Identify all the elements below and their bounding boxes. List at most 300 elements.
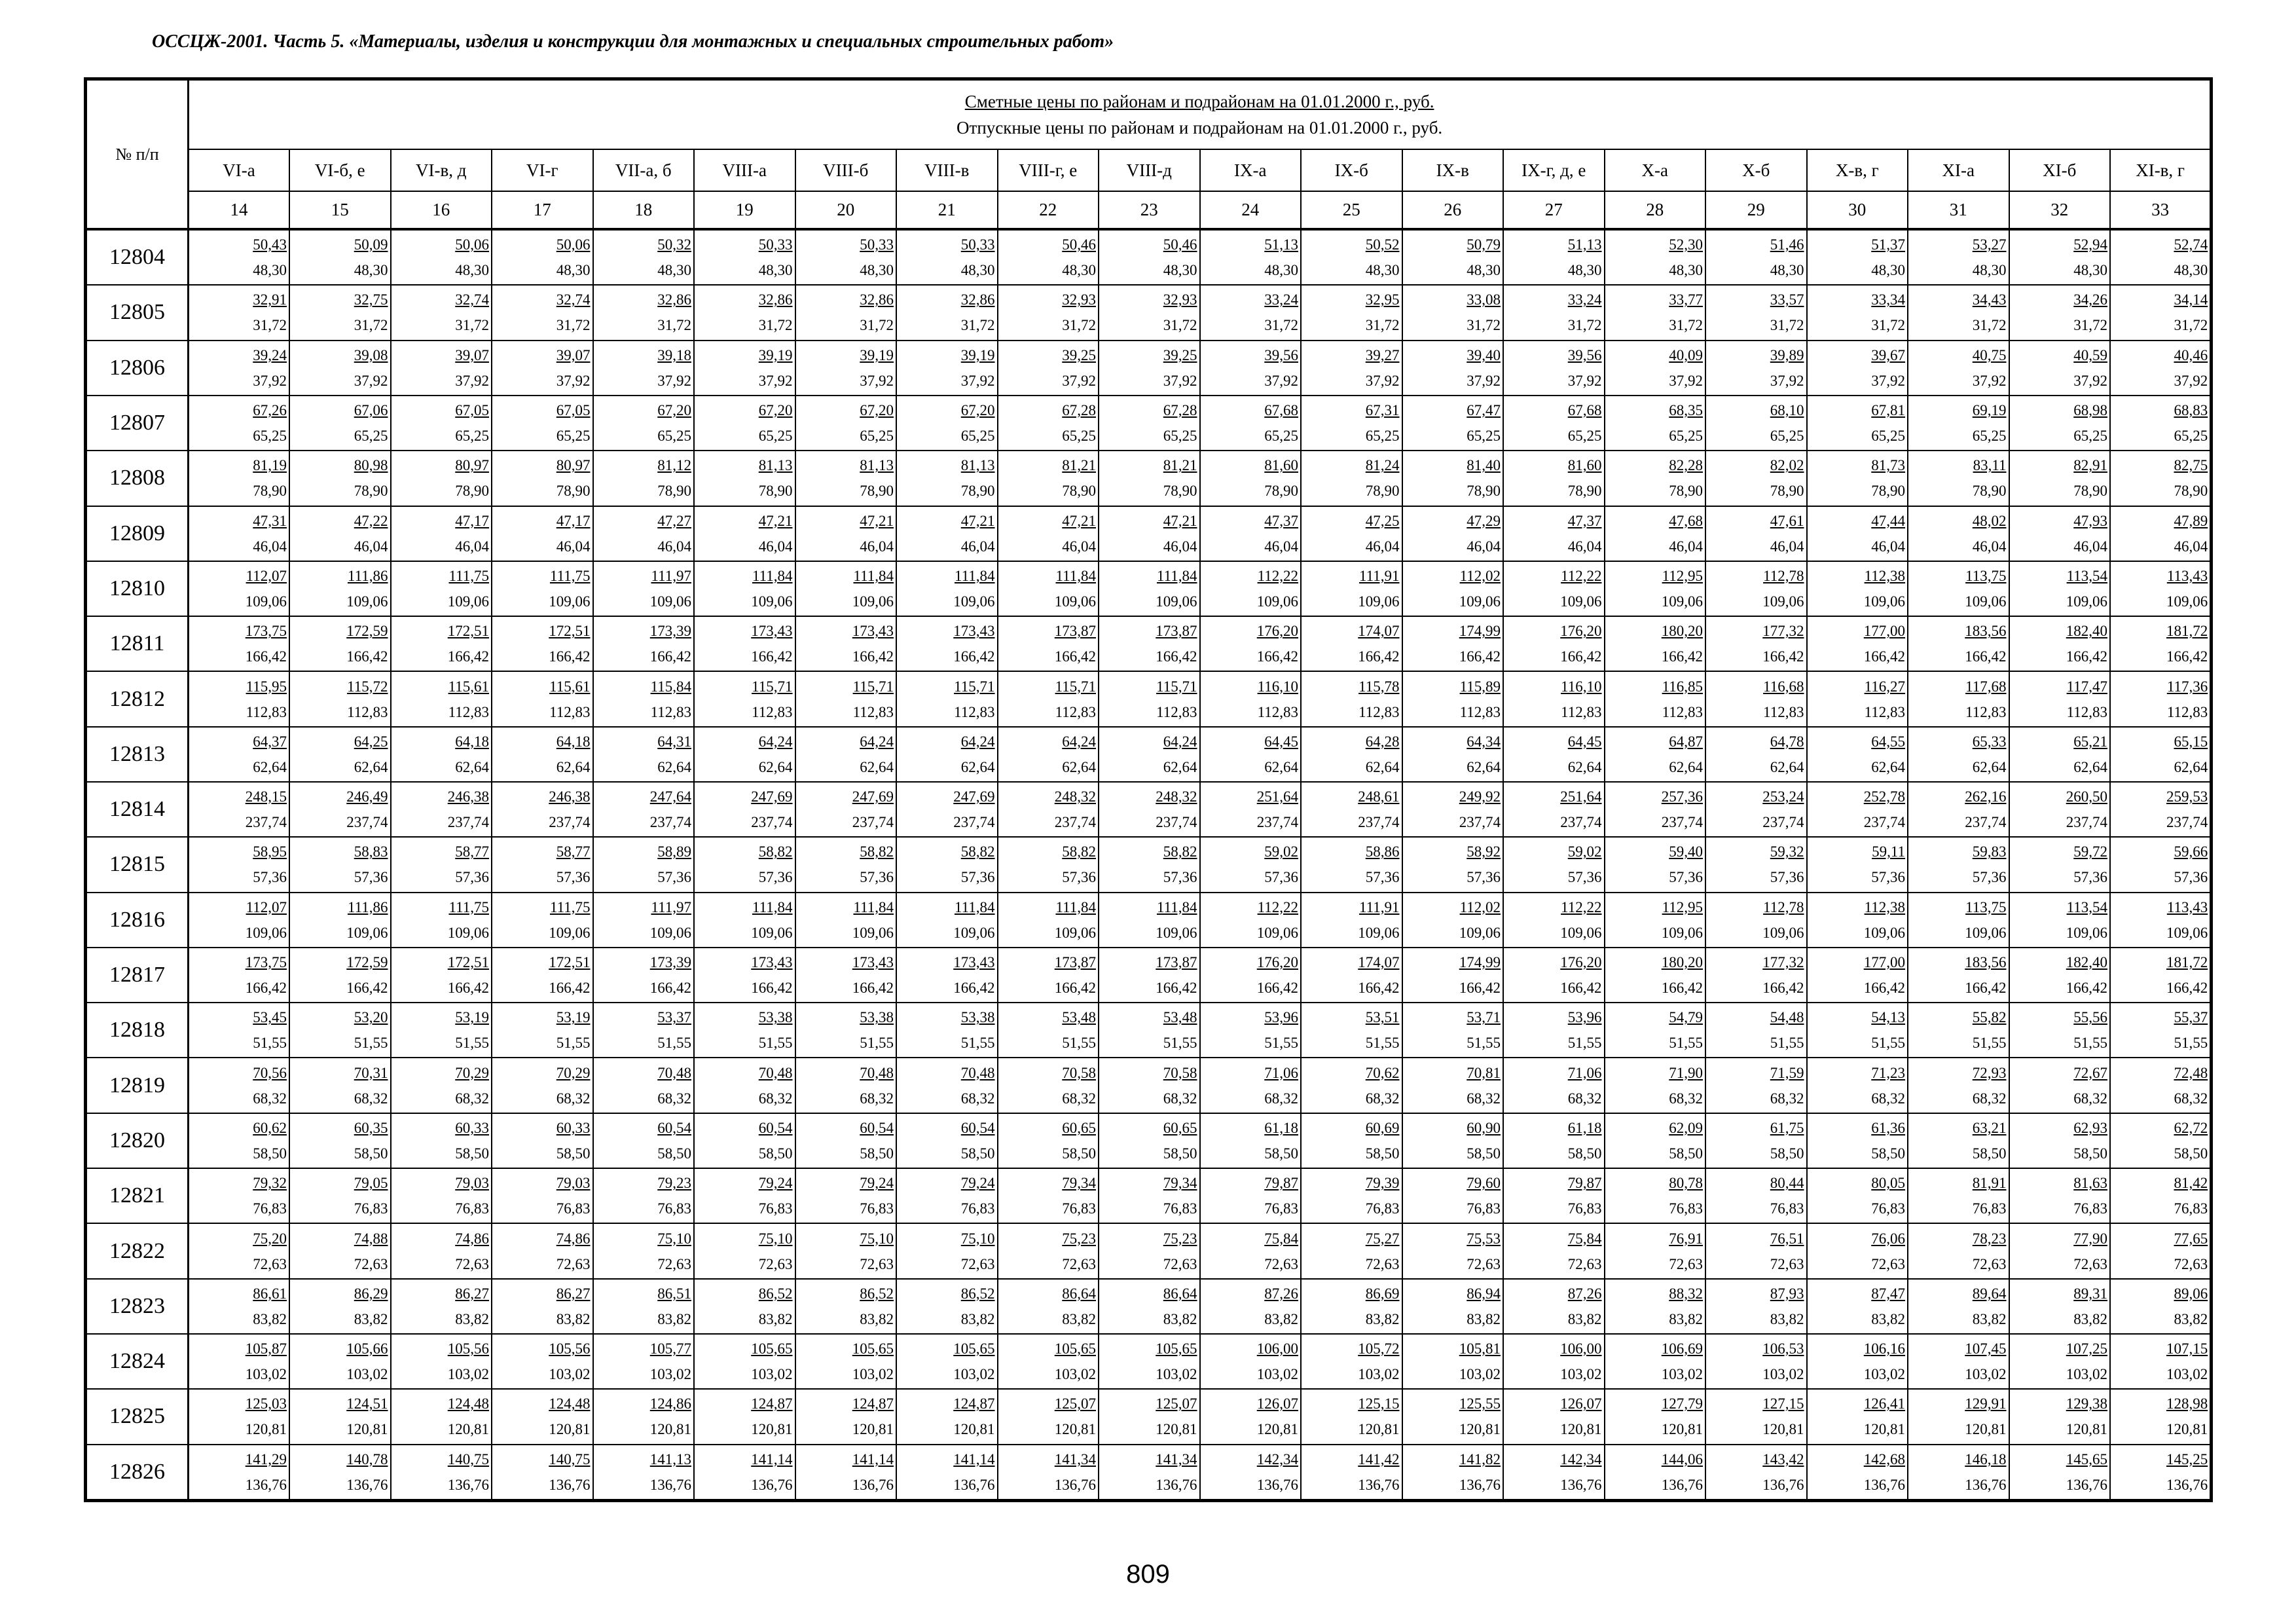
estimate-price: 174,99: [1459, 954, 1501, 971]
release-price: 58,50: [354, 1145, 388, 1162]
estimate-price: 75,53: [1467, 1230, 1501, 1247]
estimate-price: 115,78: [1358, 678, 1400, 695]
estimate-price: 111,86: [347, 567, 388, 584]
price-cell: [795, 782, 897, 837]
price-cell: [1200, 451, 1302, 506]
price-cell: [189, 893, 290, 948]
estimate-price: 71,90: [1669, 1064, 1703, 1081]
estimate-price: 89,06: [2174, 1285, 2208, 1302]
estimate-price: 173,75: [245, 623, 287, 640]
estimate-price: 39,19: [758, 346, 793, 363]
estimate-price: 113,43: [2166, 898, 2208, 915]
price-cell: [896, 1223, 998, 1278]
estimate-price: 117,36: [2166, 678, 2208, 695]
estimate-price: 34,43: [1972, 291, 2007, 308]
release-price: 76,83: [960, 1200, 995, 1217]
release-price: 109,06: [1762, 593, 1804, 610]
release-price: 76,83: [253, 1200, 287, 1217]
estimate-price: 71,23: [1871, 1064, 1905, 1081]
price-cell: [1301, 561, 1402, 616]
release-price: 58,50: [253, 1145, 287, 1162]
release-price: 76,83: [758, 1200, 793, 1217]
estimate-price: 112,07: [246, 898, 287, 915]
release-price: 51,55: [860, 1035, 894, 1052]
price-cell: [1301, 727, 1402, 782]
price-cell: [1200, 782, 1302, 837]
estimate-price: 74,86: [556, 1230, 591, 1247]
estimate-price: 112,38: [1864, 567, 1905, 584]
release-price: 166,42: [447, 980, 489, 997]
row-number: 12809: [86, 506, 189, 561]
region-header: VI-г: [492, 149, 593, 191]
estimate-price: 60,65: [1163, 1119, 1197, 1136]
price-cell: [795, 506, 897, 561]
estimate-price: 68,83: [2174, 402, 2208, 419]
estimate-price: 70,31: [354, 1064, 388, 1081]
release-price: 112,83: [1864, 703, 1905, 720]
estimate-price: 70,48: [758, 1064, 793, 1081]
estimate-price: 64,24: [960, 733, 995, 750]
release-price: 112,83: [752, 703, 793, 720]
release-price: 46,04: [354, 538, 388, 555]
release-price: 83,82: [1467, 1310, 1501, 1327]
estimate-price: 182,40: [2066, 623, 2107, 640]
price-cell: [795, 229, 897, 285]
estimate-price: 249,92: [1459, 788, 1501, 805]
release-price: 109,06: [346, 593, 388, 610]
release-price: 48,30: [758, 262, 793, 279]
release-price: 68,32: [2174, 1090, 2208, 1107]
estimate-price: 76,51: [1770, 1230, 1804, 1247]
estimate-price: 40,75: [1972, 346, 2007, 363]
estimate-price: 173,39: [649, 954, 691, 971]
release-price: 166,42: [649, 648, 691, 665]
estimate-price: 60,54: [657, 1119, 691, 1136]
estimate-price: 113,54: [2066, 567, 2107, 584]
price-cell: [289, 396, 391, 451]
price-cell: [998, 1279, 1099, 1334]
estimate-price: 70,62: [1365, 1064, 1400, 1081]
estimate-price: 64,28: [1365, 733, 1400, 750]
estimate-price: 141,29: [245, 1450, 287, 1467]
release-price: 109,06: [751, 924, 793, 941]
row-number: 12825: [86, 1389, 189, 1444]
estimate-price: 33,77: [1669, 291, 1703, 308]
table-title: [189, 79, 2212, 150]
price-cell: [1200, 727, 1302, 782]
estimate-price: 126,07: [1256, 1395, 1298, 1412]
release-price: 62,64: [1467, 758, 1501, 775]
estimate-price: 52,74: [2174, 236, 2208, 253]
region-header: XI-а: [1908, 149, 2009, 191]
price-cell: [1301, 506, 1402, 561]
price-cell: [189, 285, 290, 340]
price-cell: [795, 451, 897, 506]
release-price: 120,81: [346, 1421, 388, 1438]
estimate-price: 47,21: [1163, 512, 1197, 529]
estimate-price: 79,03: [556, 1175, 591, 1192]
price-cell: [593, 837, 695, 892]
estimate-price: 257,36: [1661, 788, 1703, 805]
price-cell: [1705, 948, 1807, 1003]
release-price: 166,42: [751, 648, 793, 665]
price-cell: [1301, 1168, 1402, 1223]
price-cell: [289, 561, 391, 616]
price-cell: [2110, 506, 2212, 561]
estimate-price: 82,75: [2174, 457, 2208, 474]
price-cell: [1503, 396, 1605, 451]
release-price: 109,06: [1358, 924, 1400, 941]
estimate-price: 47,44: [1871, 512, 1905, 529]
release-price: 76,83: [2174, 1200, 2208, 1217]
price-cell: [1099, 229, 1200, 285]
price-cell: [998, 616, 1099, 671]
release-price: 166,42: [2066, 648, 2107, 665]
estimate-price: 58,77: [455, 843, 489, 860]
price-cell: [2009, 561, 2111, 616]
price-cell: [896, 285, 998, 340]
price-cell: [289, 837, 391, 892]
price-cell: [1807, 837, 1908, 892]
release-price: 109,06: [1863, 924, 1905, 941]
release-price: 57,36: [1062, 869, 1096, 886]
price-cell: [896, 948, 998, 1003]
estimate-price: 60,69: [1365, 1119, 1400, 1136]
estimate-price: 79,39: [1365, 1175, 1400, 1192]
release-price: 78,90: [1972, 483, 2007, 500]
row-number: 12812: [86, 671, 189, 726]
release-price: 58,50: [1770, 1145, 1804, 1162]
estimate-price: 141,34: [1156, 1450, 1197, 1467]
release-price: 62,64: [1972, 758, 2007, 775]
estimate-price: 48,02: [1972, 512, 2007, 529]
column-number: 30: [1807, 191, 1908, 229]
estimate-price: 116,10: [1257, 678, 1298, 695]
price-cell: [1807, 1113, 1908, 1168]
estimate-price: 115,71: [1156, 678, 1197, 695]
estimate-price: 173,39: [649, 623, 691, 640]
row-number: 12819: [86, 1058, 189, 1113]
release-price: 58,50: [556, 1145, 591, 1162]
estimate-price: 79,03: [455, 1175, 489, 1192]
estimate-price: 53,38: [960, 1009, 995, 1026]
release-price: 166,42: [1156, 980, 1197, 997]
release-price: 109,06: [2066, 593, 2107, 610]
release-price: 166,42: [1863, 648, 1905, 665]
estimate-price: 81,12: [657, 457, 691, 474]
price-cell: [1807, 506, 1908, 561]
estimate-price: 72,93: [1972, 1064, 2007, 1081]
release-price: 68,32: [1365, 1090, 1400, 1107]
release-price: 78,90: [1365, 483, 1400, 500]
release-price: 46,04: [860, 538, 894, 555]
release-price: 136,76: [649, 1476, 691, 1493]
estimate-price: 112,22: [1257, 567, 1298, 584]
price-cell: [1908, 671, 2009, 726]
estimate-price: 67,26: [253, 402, 287, 419]
estimate-price: 142,34: [1256, 1450, 1298, 1467]
estimate-price: 113,75: [1965, 898, 2007, 915]
release-price: 57,36: [1871, 869, 1905, 886]
release-price: 237,74: [1459, 814, 1501, 831]
estimate-price: 89,31: [2073, 1285, 2107, 1302]
price-cell: [694, 285, 795, 340]
estimate-price: 111,91: [1358, 898, 1400, 915]
price-cell: [896, 1003, 998, 1058]
release-price: 103,02: [1459, 1366, 1501, 1383]
release-price: 166,42: [2166, 980, 2208, 997]
release-price: 31,72: [455, 317, 489, 334]
release-price: 78,90: [1467, 483, 1501, 500]
release-price: 112,83: [1662, 703, 1703, 720]
price-cell: [391, 1003, 492, 1058]
estimate-price: 81,63: [2073, 1175, 2107, 1192]
price-cell: [1503, 727, 1605, 782]
release-price: 37,92: [1163, 372, 1197, 389]
release-price: 109,06: [649, 593, 691, 610]
price-cell: [1705, 893, 1807, 948]
release-price: 120,81: [1863, 1421, 1905, 1438]
estimate-price: 76,06: [1871, 1230, 1905, 1247]
release-price: 51,55: [2174, 1035, 2208, 1052]
release-price: 48,30: [1770, 262, 1804, 279]
price-cell: [2110, 1223, 2212, 1278]
estimate-price: 64,45: [1264, 733, 1298, 750]
release-price: 58,50: [1264, 1145, 1298, 1162]
estimate-price: 107,15: [2166, 1340, 2208, 1357]
estimate-price: 183,56: [1965, 623, 2007, 640]
price-cell: [1908, 285, 2009, 340]
release-price: 76,83: [1567, 1200, 1602, 1217]
price-cell: [189, 229, 290, 285]
estimate-price: 180,20: [1661, 954, 1703, 971]
price-cell: [694, 837, 795, 892]
estimate-price: 67,20: [960, 402, 995, 419]
estimate-price: 60,90: [1467, 1119, 1501, 1136]
release-price: 37,92: [455, 372, 489, 389]
release-price: 112,83: [1055, 703, 1096, 720]
estimate-price: 262,16: [1965, 788, 2007, 805]
estimate-price: 75,20: [253, 1230, 287, 1247]
release-price: 120,81: [1762, 1421, 1804, 1438]
estimate-price: 86,52: [960, 1285, 995, 1302]
price-cell: [2110, 893, 2212, 948]
release-price: 112,83: [1257, 703, 1298, 720]
release-price: 48,30: [1669, 262, 1703, 279]
price-cell: [1301, 341, 1402, 396]
price-cell: [2110, 1389, 2212, 1444]
estimate-price: 80,97: [455, 457, 489, 474]
estimate-price: 64,78: [1770, 733, 1804, 750]
release-price: 112,83: [1763, 703, 1804, 720]
estimate-price: 32,95: [1365, 291, 1400, 308]
region-header: VI-а: [189, 149, 290, 191]
price-cell: [593, 671, 695, 726]
price-cell: [2110, 396, 2212, 451]
release-price: 136,76: [549, 1476, 591, 1493]
price-cell: [1402, 451, 1504, 506]
release-price: 237,74: [1054, 814, 1096, 831]
estimate-price: 53,20: [354, 1009, 388, 1026]
release-price: 166,42: [953, 648, 995, 665]
row-number: 12814: [86, 782, 189, 837]
release-price: 166,42: [1863, 980, 1905, 997]
release-price: 46,04: [556, 538, 591, 555]
table-row: [86, 341, 2212, 396]
estimate-price: 70,58: [1163, 1064, 1197, 1081]
price-cell: [1402, 671, 1504, 726]
release-price: 78,90: [2073, 483, 2107, 500]
price-cell: [694, 561, 795, 616]
price-cell: [492, 285, 593, 340]
price-cell: [896, 1389, 998, 1444]
price-cell: [1705, 229, 1807, 285]
release-price: 65,25: [2174, 428, 2208, 445]
release-price: 166,42: [2066, 980, 2107, 997]
release-price: 166,42: [245, 980, 287, 997]
release-price: 57,36: [455, 869, 489, 886]
release-price-title: Отпускные цены по районам и подрайонам на 01.01.2000 г., руб.: [957, 118, 1443, 138]
price-cell: [2009, 451, 2111, 506]
estimate-price: 64,18: [556, 733, 591, 750]
release-price: 78,90: [1264, 483, 1298, 500]
table-row: [86, 451, 2212, 506]
estimate-price: 53,45: [253, 1009, 287, 1026]
price-cell: [2110, 451, 2212, 506]
estimate-price: 125,03: [245, 1395, 287, 1412]
estimate-price: 67,20: [860, 402, 894, 419]
estimate-price: 39,19: [960, 346, 995, 363]
release-price: 46,04: [1264, 538, 1298, 555]
estimate-price: 129,91: [1965, 1395, 2007, 1412]
release-price: 58,50: [1163, 1145, 1197, 1162]
estimate-price: 40,09: [1669, 346, 1703, 363]
price-cell: [1807, 1334, 1908, 1389]
release-price: 103,02: [751, 1366, 793, 1383]
release-price: 103,02: [346, 1366, 388, 1383]
estimate-price: 68,35: [1669, 402, 1703, 419]
column-number: 26: [1402, 191, 1504, 229]
price-cell: [1402, 1223, 1504, 1278]
estimate-price: 58,82: [758, 843, 793, 860]
price-cell: [391, 1223, 492, 1278]
price-cell: [289, 1113, 391, 1168]
estimate-price: 75,27: [1365, 1230, 1400, 1247]
price-cell: [1705, 837, 1807, 892]
price-cell: [1705, 671, 1807, 726]
price-cell: [694, 229, 795, 285]
release-price: 31,72: [354, 317, 388, 334]
release-price: 48,30: [2174, 262, 2208, 279]
estimate-price: 32,91: [253, 291, 287, 308]
estimate-price: 86,61: [253, 1285, 287, 1302]
release-price: 136,76: [245, 1476, 287, 1493]
price-cell: [1705, 1168, 1807, 1223]
price-cell: [1705, 285, 1807, 340]
estimate-price: 111,75: [448, 567, 489, 584]
estimate-price: 172,59: [346, 954, 388, 971]
estimate-price: 39,67: [1871, 346, 1905, 363]
price-cell: [289, 1168, 391, 1223]
estimate-price: 53,19: [556, 1009, 591, 1026]
column-number: 17: [492, 191, 593, 229]
estimate-price: 248,32: [1054, 788, 1096, 805]
price-cell: [1705, 1113, 1807, 1168]
estimate-price: 67,20: [758, 402, 793, 419]
price-cell: [593, 1279, 695, 1334]
estimate-price: 106,00: [1560, 1340, 1602, 1357]
estimate-price: 86,52: [860, 1285, 894, 1302]
price-cell: [1807, 948, 1908, 1003]
release-price: 109,06: [245, 593, 287, 610]
estimate-price: 124,87: [953, 1395, 995, 1412]
estimate-price: 61,18: [1567, 1119, 1602, 1136]
estimate-price: 64,24: [758, 733, 793, 750]
estimate-price: 81,13: [758, 457, 793, 474]
estimate-price: 107,25: [2066, 1340, 2107, 1357]
estimate-price: 59,11: [1872, 843, 1905, 860]
price-cell: [1605, 671, 1706, 726]
table-row: [86, 1058, 2212, 1113]
row-number: 12804: [86, 229, 189, 285]
price-cell: [1301, 1279, 1402, 1334]
estimate-price: 116,10: [1561, 678, 1602, 695]
estimate-price: 62,72: [2174, 1119, 2208, 1136]
estimate-price: 173,75: [245, 954, 287, 971]
release-price: 109,06: [1054, 924, 1096, 941]
estimate-price: 111,84: [1156, 898, 1197, 915]
price-cell: [694, 1334, 795, 1389]
estimate-price: 64,87: [1669, 733, 1703, 750]
price-cell: [1099, 506, 1200, 561]
price-cell: [694, 1003, 795, 1058]
release-price: 68,32: [1567, 1090, 1602, 1107]
table-row: [86, 1168, 2212, 1223]
release-price: 166,42: [953, 980, 995, 997]
price-cell: [289, 1334, 391, 1389]
release-price: 103,02: [1762, 1366, 1804, 1383]
release-price: 78,90: [657, 483, 691, 500]
estimate-price: 115,71: [752, 678, 793, 695]
estimate-price: 112,38: [1864, 898, 1905, 915]
release-price: 58,50: [1669, 1145, 1703, 1162]
estimate-price: 53,71: [1467, 1009, 1501, 1026]
estimate-price: 70,58: [1062, 1064, 1096, 1081]
estimate-price: 58,77: [556, 843, 591, 860]
estimate-price: 55,37: [2174, 1009, 2208, 1026]
release-price: 120,81: [953, 1421, 995, 1438]
column-number: 31: [1908, 191, 2009, 229]
release-price: 48,30: [860, 262, 894, 279]
price-cell: [391, 1279, 492, 1334]
price-cell: [391, 1334, 492, 1389]
release-price: 83,82: [253, 1310, 287, 1327]
estimate-price: 47,21: [758, 512, 793, 529]
price-cell: [1503, 1334, 1605, 1389]
estimate-price: 105,72: [1358, 1340, 1400, 1357]
price-cell: [1503, 1058, 1605, 1113]
price-cell: [492, 893, 593, 948]
price-cell: [1402, 893, 1504, 948]
price-cell: [391, 671, 492, 726]
release-price: 136,76: [953, 1476, 995, 1493]
release-price: 136,76: [447, 1476, 489, 1493]
price-cell: [593, 893, 695, 948]
estimate-price: 112,02: [1459, 898, 1501, 915]
release-price: 78,90: [354, 483, 388, 500]
release-price: 68,32: [1062, 1090, 1096, 1107]
release-price: 166,42: [245, 648, 287, 665]
